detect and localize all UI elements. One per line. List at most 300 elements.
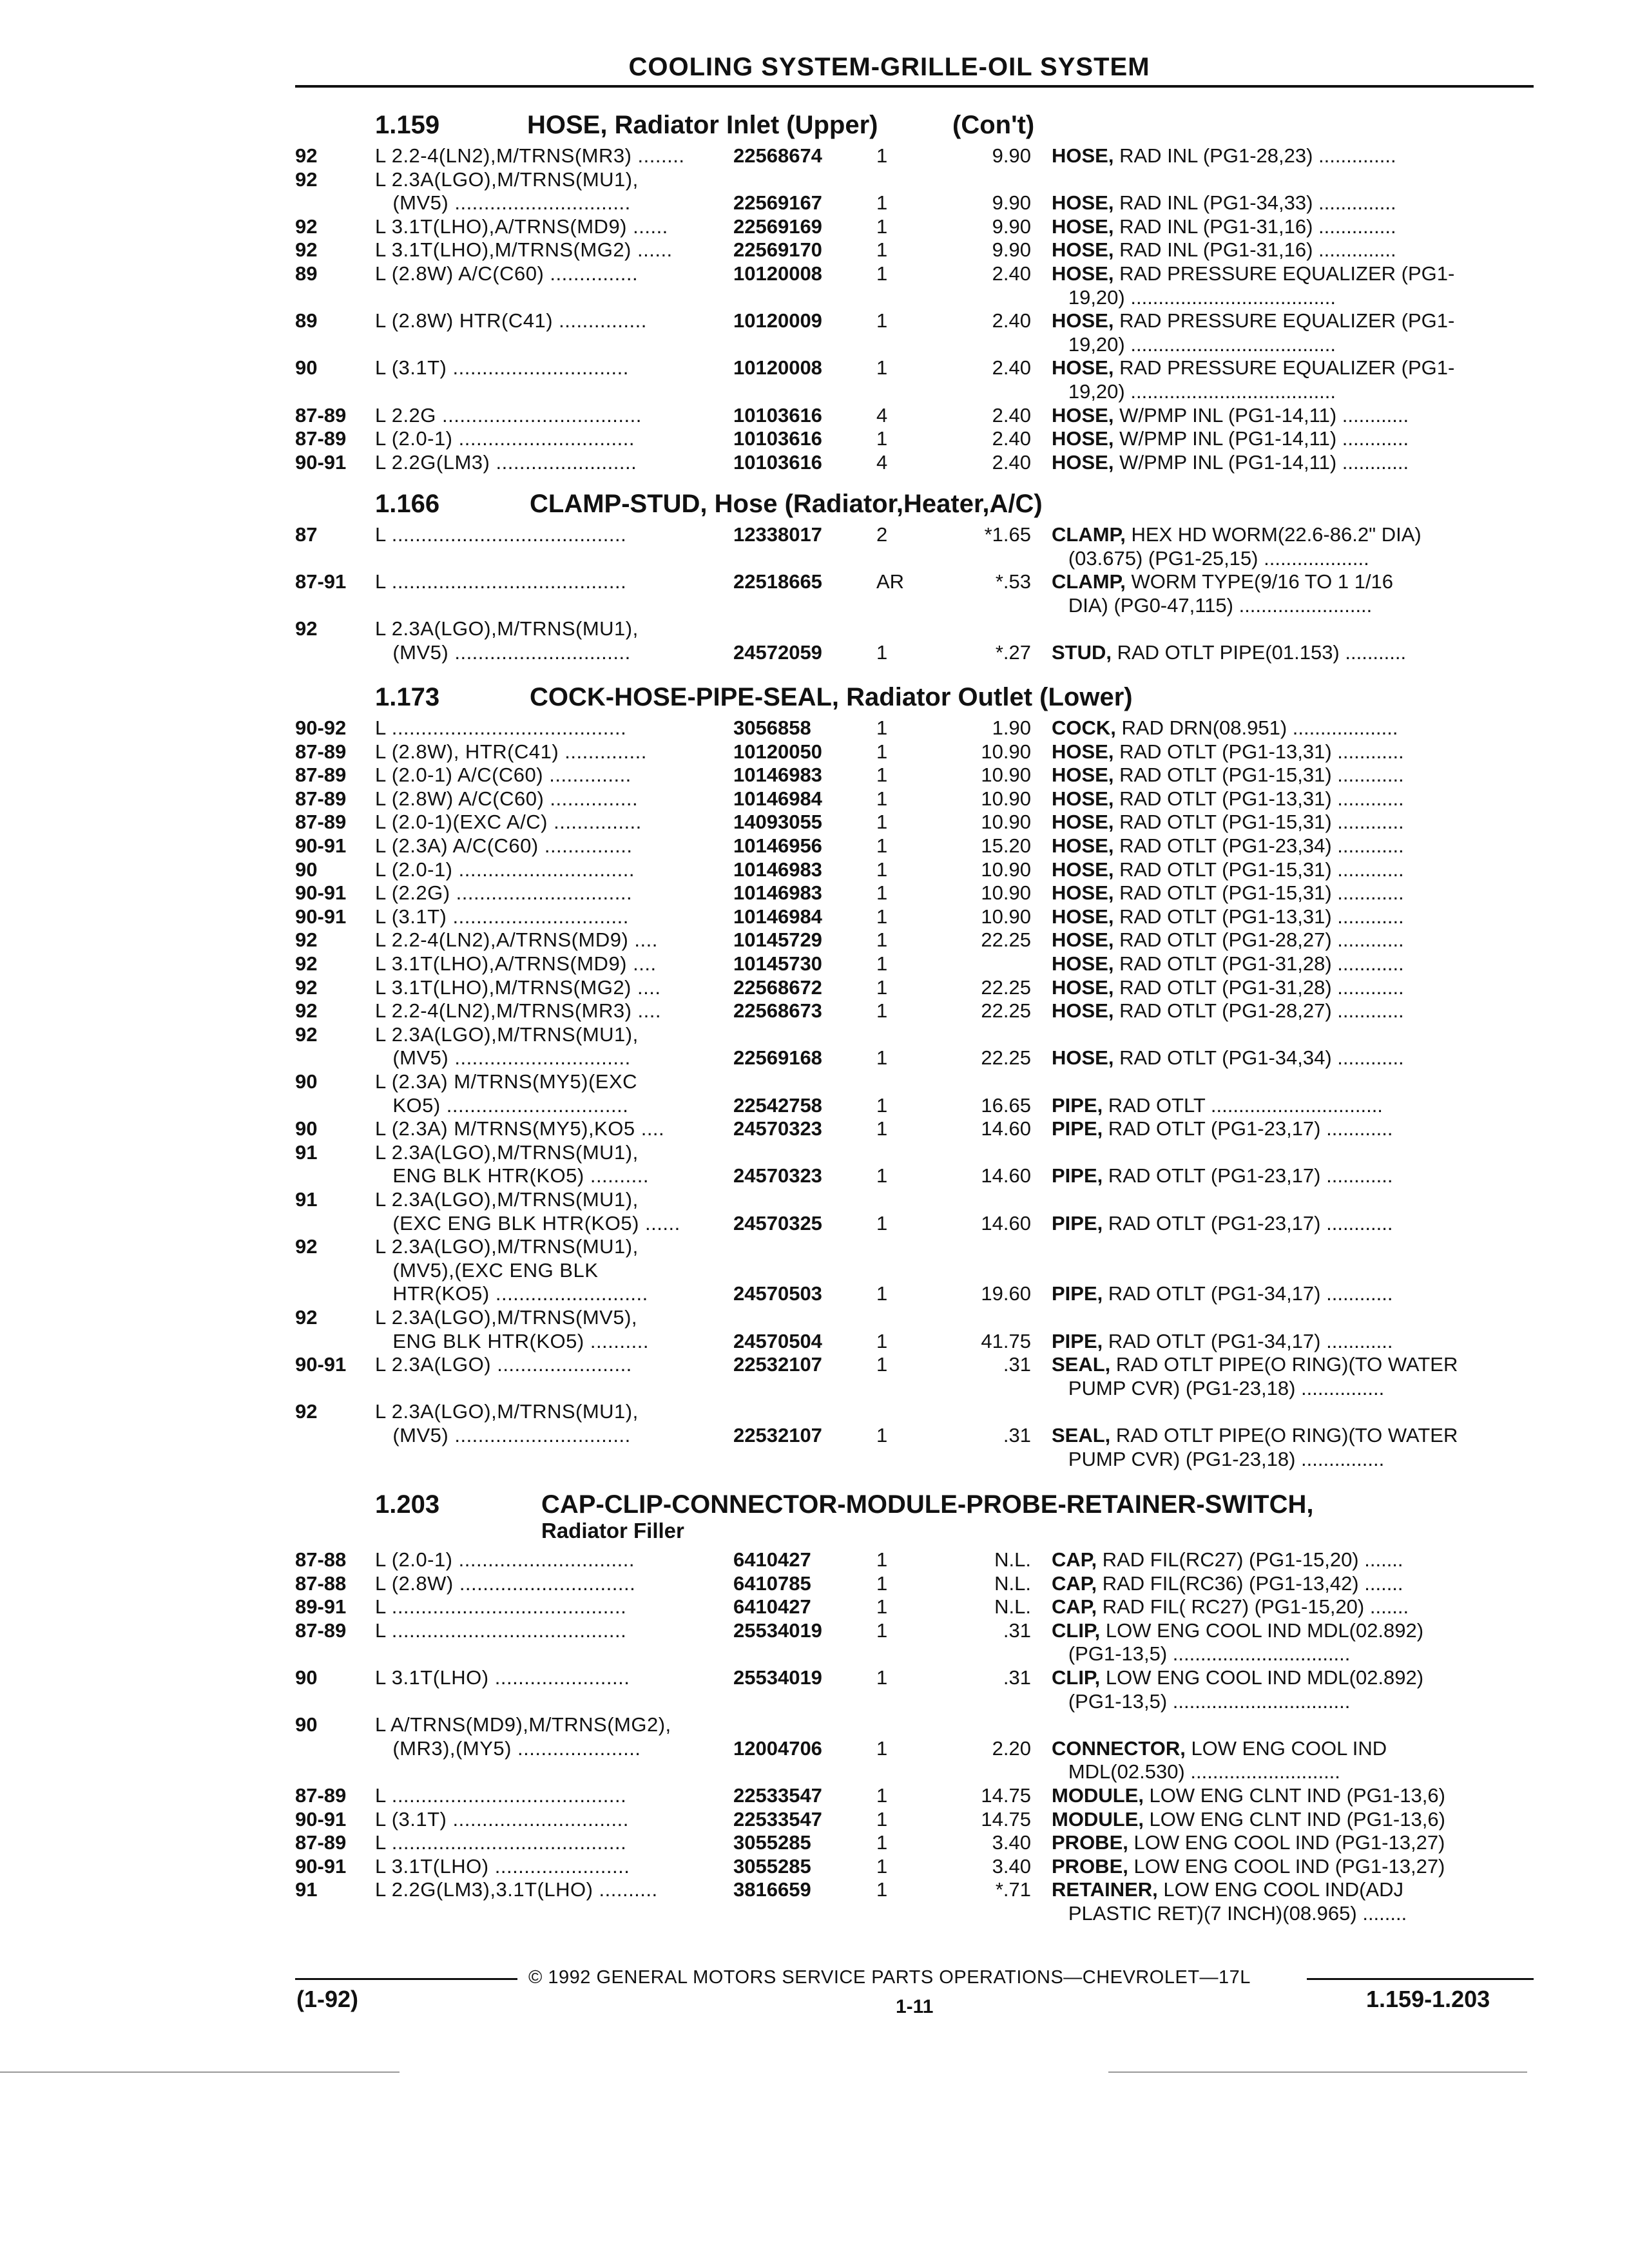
part-number: 25534019 [733,1666,822,1689]
description [1052,1353,1516,1376]
application: L 2.3A(LGO),M/TRNS(MU1), [375,617,639,640]
description-text: RAD FIL( RC27) (PG1-15,20) ....... [1097,1595,1409,1619]
quantity: AR [876,570,905,593]
description [1052,1642,1516,1666]
description-keyword: SEAL, [1052,1424,1111,1446]
quantity: 1 [876,262,888,285]
parts-row [0,1737,1629,1760]
description [1052,1094,1516,1117]
model-year: 92 [295,1400,318,1423]
description [1052,404,1516,427]
quantity: 1 [876,144,888,167]
parts-row [0,1400,1629,1423]
parts-row [0,787,1629,811]
parts-row [0,215,1629,238]
parts-row [0,380,1629,403]
price: 2.40 [992,427,1031,450]
description-text: RAD OTLT (PG1-15,31) ............ [1113,764,1404,787]
part-number: 10146983 [733,881,822,905]
parts-row [0,191,1629,215]
quantity: 1 [876,787,888,810]
application: L (2.3A) M/TRNS(MY5)(EXC [375,1070,638,1093]
description-keyword: HOSE, [1052,999,1114,1023]
description [1052,999,1516,1023]
part-number: 10103616 [733,403,822,427]
model-year: 92 [295,1235,318,1258]
price: 22.25 [981,999,1031,1023]
application: L A/TRNS(MD9),M/TRNS(MG2), [375,1713,671,1736]
description-keyword: RETAINER, [1052,1878,1158,1901]
footer-rule-right [1307,1978,1534,1980]
model-year: 92 [295,215,318,238]
price: 2.40 [992,356,1031,380]
quantity: 1 [876,716,888,739]
description [1052,1737,1516,1760]
model-year: 87-89 [295,764,347,787]
description-text: RAD OTLT PIPE(O RING)(TO WATER [1110,1353,1458,1376]
part-number: 22542758 [733,1093,822,1117]
application: L (2.8W) .............................. [375,1571,636,1595]
parts-row [0,881,1629,905]
part-number: 10145729 [733,928,822,952]
footer-section-range: 1.159-1.203 [1366,1986,1490,2012]
part-number: 3055285 [733,1831,811,1854]
part-number: 12338017 [733,523,822,546]
description [1052,144,1516,168]
description-text: RAD OTLT (PG1-34,17) ............ [1103,1329,1393,1352]
application: (MV5) .............................. [375,1046,631,1070]
description [1052,380,1516,403]
quantity: 1 [876,1736,888,1760]
part-number: 10120008 [733,356,822,380]
description [1052,811,1516,834]
application: L ........................................ [375,1784,627,1807]
price: 3.40 [992,1854,1031,1878]
description-text: RAD DRN(08.951) ................... [1115,716,1398,739]
application: L (2.0-1)(EXC A/C) ............... [375,811,642,834]
parts-row [0,286,1629,309]
description-text: (03.675) (PG1-25,15) ................... [1052,546,1369,570]
model-year: 90-91 [295,1807,347,1831]
section-number: 1.173 [375,683,440,711]
description [1052,976,1516,999]
description-keyword: HOSE, [1052,764,1114,787]
description-text: PUMP CVR) (PG1-23,18) ............... [1052,1376,1385,1399]
description [1052,1619,1516,1642]
model-year: 92 [295,999,318,1023]
description-text: RAD OTLT (PG1-23,34) ............ [1113,834,1404,857]
application: L ........................................ [375,1595,627,1619]
description-text: 19,20) ..................................... [1052,380,1336,403]
application: KO5) ............................... [375,1093,629,1117]
description-keyword: HOSE, [1052,191,1114,215]
application: L 2.3A(LGO),M/TRNS(MU1), [375,1188,639,1211]
model-year: 89-91 [295,1595,347,1619]
quantity: 1 [876,740,888,763]
description-text: RAD OTLT (PG1-13,31) ............ [1113,905,1404,928]
description-keyword: PIPE, [1052,1117,1103,1140]
parts-row [0,1808,1629,1831]
description [1052,1878,1516,1901]
model-year: 92 [295,928,318,952]
description [1052,834,1516,858]
description-text: RAD OTLT (PG1-13,31) ............ [1113,740,1404,763]
parts-row [0,1424,1629,1447]
parts-row [0,834,1629,858]
parts-row [0,309,1629,332]
parts-row [0,547,1629,570]
model-year: 87-89 [295,403,347,427]
description-text: RAD OTLT PIPE(01.153) ........... [1112,641,1407,664]
description-keyword: HOSE, [1052,238,1114,262]
section-title: CLAMP-STUD, Hose (Radiator,Heater,A/C) [530,490,1043,518]
model-year: 90-91 [295,1353,347,1376]
description-text: RAD FIL(RC36) (PG1-13,42) ....... [1097,1571,1403,1595]
description [1052,356,1516,380]
footer-page-number: 1-11 [896,1996,934,2017]
description-text: RAD FIL(RC27) (PG1-15,20) ....... [1097,1548,1403,1571]
application: (MV5) .............................. [375,1424,631,1446]
price: 14.75 [981,1784,1031,1807]
description-text: RAD OTLT (PG1-15,31) ............ [1113,858,1404,881]
application: L (2.8W) A/C(C60) ............... [375,787,639,810]
price: *1.65 [984,523,1031,546]
description-keyword: HOSE, [1052,356,1114,380]
description [1052,1855,1516,1878]
application: (MV5) .............................. [375,191,631,215]
section-number: 1.203 [375,1490,440,1519]
description-text: RAD OTLT (PG1-23,17) ............ [1103,1117,1393,1140]
model-year: 92 [295,1306,318,1329]
part-number: 24570503 [733,1282,822,1305]
price: 14.75 [981,1807,1031,1831]
description [1052,1448,1516,1471]
description [1052,1548,1516,1571]
description-keyword: HOSE, [1052,450,1114,474]
page-title: COOLING SYSTEM-GRILLE-OIL SYSTEM [628,53,1150,81]
price: .31 [1003,1619,1031,1642]
description [1052,594,1516,617]
description-text: LOW ENG COOL IND (PG1-13,27) [1128,1831,1445,1854]
part-number: 22569170 [733,238,822,262]
price: 10.90 [981,811,1031,834]
quantity: 1 [876,1784,888,1807]
parts-row [0,1855,1629,1878]
description [1052,1117,1516,1140]
model-year: 92 [295,975,318,999]
parts-row [0,1164,1629,1187]
application: L (2.2G) .............................. [375,881,633,905]
quantity: 1 [876,356,888,380]
description-keyword: SEAL, [1052,1353,1111,1376]
price: 16.65 [981,1093,1031,1117]
parts-row [0,404,1629,427]
description [1052,858,1516,881]
parts-row [0,168,1629,191]
parts-row [0,238,1629,262]
application: L (3.1T) .............................. [375,356,629,380]
application: L 2.2G(LM3),3.1T(LHO) .......... [375,1878,658,1901]
description-text: RAD OTLT (PG1-15,31) ............ [1113,881,1404,905]
description [1052,286,1516,309]
quantity: 1 [876,858,888,881]
quantity: 1 [876,1329,888,1352]
model-year: 91 [295,1878,318,1901]
parts-row [0,1760,1629,1783]
quantity: 1 [876,191,888,215]
parts-row [0,144,1629,168]
parts-row [0,1306,1629,1329]
description [1052,1377,1516,1400]
parts-row [0,1642,1629,1666]
model-year: 92 [295,1023,318,1046]
price: 10.90 [981,764,1031,787]
parts-row [0,905,1629,928]
price: 14.60 [981,1117,1031,1140]
price: 10.90 [981,787,1031,810]
model-year: 92 [295,238,318,262]
description [1052,1760,1516,1783]
price: 2.40 [992,403,1031,427]
price: 10.90 [981,740,1031,763]
application: ENG BLK HTR(KO5) .......... [375,1329,649,1352]
description [1052,1330,1516,1353]
application: L (2.8W), HTR(C41) .............. [375,740,647,763]
description [1052,1808,1516,1831]
description [1052,905,1516,928]
part-number: 22569168 [733,1046,822,1070]
price: *.71 [995,1878,1031,1901]
part-number: 22569167 [733,191,822,215]
quantity: 1 [876,215,888,238]
price: .31 [1003,1424,1031,1446]
scan-artifact-line [0,2071,400,2073]
description [1052,1424,1516,1447]
part-number: 3816659 [733,1878,811,1901]
description-text: RAD OTLT PIPE(O RING)(TO WATER [1110,1424,1458,1446]
description-keyword: COCK, [1052,716,1116,739]
description-text: RAD INL (PG1-31,16) .............. [1113,215,1396,238]
quantity: 1 [876,952,888,975]
application: L 3.1T(LHO),M/TRNS(MG2) ...... [375,238,673,262]
parts-row [0,594,1629,617]
parts-row [0,427,1629,450]
description-text: RAD OTLT (PG1-13,31) ............ [1113,787,1404,810]
price: 9.90 [992,191,1031,215]
parts-row [0,1094,1629,1117]
model-year: 92 [295,168,318,191]
model-year: 89 [295,262,318,285]
description-keyword: PROBE, [1052,1854,1128,1878]
description [1052,716,1516,740]
application: (MR3),(MY5) ..................... [375,1736,641,1760]
part-number: 10146984 [733,905,822,928]
price: .31 [1003,1666,1031,1689]
parts-row [0,1690,1629,1713]
application: ENG BLK HTR(KO5) .......... [375,1164,649,1187]
description [1052,881,1516,905]
application: L ........................................ [375,570,627,593]
application: L ........................................ [375,523,627,546]
part-number: 3055285 [733,1854,811,1878]
model-year: 87-88 [295,1571,347,1595]
application: L ........................................ [375,1831,627,1854]
model-year: 90 [295,1117,318,1140]
description-keyword: HOSE, [1052,262,1114,285]
part-number: 22532107 [733,1353,822,1376]
price: 14.60 [981,1211,1031,1235]
price: *.27 [995,641,1031,664]
model-year: 91 [295,1188,318,1211]
quantity: 1 [876,1117,888,1140]
price: 3.40 [992,1831,1031,1854]
application: L ........................................ [375,1619,627,1642]
parts-row [0,617,1629,640]
quantity: 1 [876,427,888,450]
description [1052,952,1516,975]
parts-row [0,1070,1629,1093]
quantity: 1 [876,1424,888,1446]
model-year: 92 [295,144,318,167]
parts-row [0,570,1629,593]
part-number: 24570323 [733,1164,822,1187]
quantity: 1 [876,834,888,857]
part-number: 22533547 [733,1784,822,1807]
section-title: COCK-HOSE-PIPE-SEAL, Radiator Outlet (Lower) [530,683,1133,711]
price: 41.75 [981,1329,1031,1352]
application: L 2.2-4(LN2),A/TRNS(MD9) .... [375,928,658,952]
description [1052,1164,1516,1187]
price: 10.90 [981,881,1031,905]
application: L 2.2-4(LN2),M/TRNS(MR3) ........ [375,144,685,167]
section-title: HOSE, Radiator Inlet (Upper) [527,111,878,139]
model-year: 89 [295,309,318,332]
description [1052,787,1516,811]
description-text: LOW ENG COOL IND(ADJ [1157,1878,1403,1901]
application: L (2.0-1) .............................. [375,858,635,881]
quantity: 1 [876,905,888,928]
application: L 3.1T(LHO) ....................... [375,1854,630,1878]
parts-row [0,1188,1629,1211]
model-year: 90 [295,1070,318,1093]
price: 10.90 [981,905,1031,928]
parts-row [0,523,1629,546]
quantity: 1 [876,1164,888,1187]
model-year: 87-91 [295,570,347,593]
parts-row [0,1282,1629,1305]
model-year: 92 [295,952,318,975]
parts-row [0,1377,1629,1400]
price: 9.90 [992,215,1031,238]
part-number: 22568673 [733,999,822,1023]
price: N.L. [994,1571,1031,1595]
description-keyword: PIPE, [1052,1164,1103,1187]
description-text: RAD OTLT (PG1-23,17) ............ [1103,1211,1393,1235]
price: N.L. [994,1595,1031,1619]
description [1052,570,1516,593]
model-year: 90-92 [295,716,347,739]
description-text: RAD OTLT (PG1-28,27) ............ [1113,999,1404,1023]
description-keyword: PIPE, [1052,1093,1103,1117]
part-number: 10145730 [733,952,822,975]
application: HTR(KO5) .......................... [375,1282,648,1305]
price: 15.20 [981,834,1031,857]
description-text: RAD OTLT (PG1-34,34) ............ [1113,1046,1404,1070]
model-year: 87-89 [295,427,347,450]
description-keyword: HOSE, [1052,858,1114,881]
description-text: 19,20) ..................................... [1052,332,1336,356]
application: L 2.3A(LGO),M/TRNS(MU1), [375,1023,639,1046]
description-keyword: PIPE, [1052,1282,1103,1305]
parts-row [0,641,1629,664]
model-year: 90-91 [295,450,347,474]
quantity: 1 [876,1093,888,1117]
quantity: 1 [876,1878,888,1901]
part-number: 22568674 [733,144,822,167]
description-keyword: HOSE, [1052,403,1114,427]
description-text: HEX HD WORM(22.6-86.2" DIA) [1125,523,1422,546]
quantity: 4 [876,450,888,474]
quantity: 1 [876,999,888,1023]
footer-date: (1-92) [296,1986,359,2012]
model-year: 87-89 [295,811,347,834]
description [1052,451,1516,474]
description [1052,740,1516,764]
description-keyword: HOSE, [1052,834,1114,857]
description-keyword: HOSE, [1052,740,1114,763]
quantity: 1 [876,764,888,787]
description-text: RAD OTLT (PG1-34,17) ............ [1103,1282,1393,1305]
application: L ........................................ [375,716,627,739]
part-number: 24572059 [733,641,822,664]
quantity: 4 [876,403,888,427]
description [1052,1572,1516,1595]
quantity: 1 [876,928,888,952]
part-number: 14093055 [733,811,822,834]
model-year: 90-91 [295,905,347,928]
part-number: 22532107 [733,1424,822,1446]
description [1052,238,1516,262]
description-text: LOW ENG COOL IND [1185,1736,1387,1760]
description [1052,215,1516,238]
model-year: 90 [295,356,318,380]
description [1052,523,1516,546]
application: L (2.3A) M/TRNS(MY5),KO5 .... [375,1117,665,1140]
description-keyword: CLAMP, [1052,523,1126,546]
description [1052,641,1516,664]
parts-row [0,1548,1629,1571]
part-number: 25534019 [733,1619,822,1642]
price: 9.90 [992,238,1031,262]
price: 10.90 [981,858,1031,881]
application: L 2.3A(LGO),M/TRNS(MV5), [375,1306,638,1329]
description-text: LOW ENG CLNT IND (PG1-13,6) [1143,1807,1445,1831]
parts-row [0,1353,1629,1376]
description [1052,764,1516,787]
description-text: RAD OTLT ............................... [1103,1093,1383,1117]
description [1052,547,1516,570]
parts-row [0,1878,1629,1901]
part-number: 10146983 [733,764,822,787]
application: L 2.3A(LGO) ....................... [375,1353,632,1376]
parts-row [0,928,1629,952]
parts-row [0,1235,1629,1258]
part-number: 22518665 [733,570,822,593]
application: (MV5) .............................. [375,641,631,664]
model-year: 90-91 [295,834,347,857]
application: L 3.1T(LHO) ....................... [375,1666,630,1689]
description-text: RAD PRESSURE EQUALIZER (PG1- [1113,309,1455,332]
